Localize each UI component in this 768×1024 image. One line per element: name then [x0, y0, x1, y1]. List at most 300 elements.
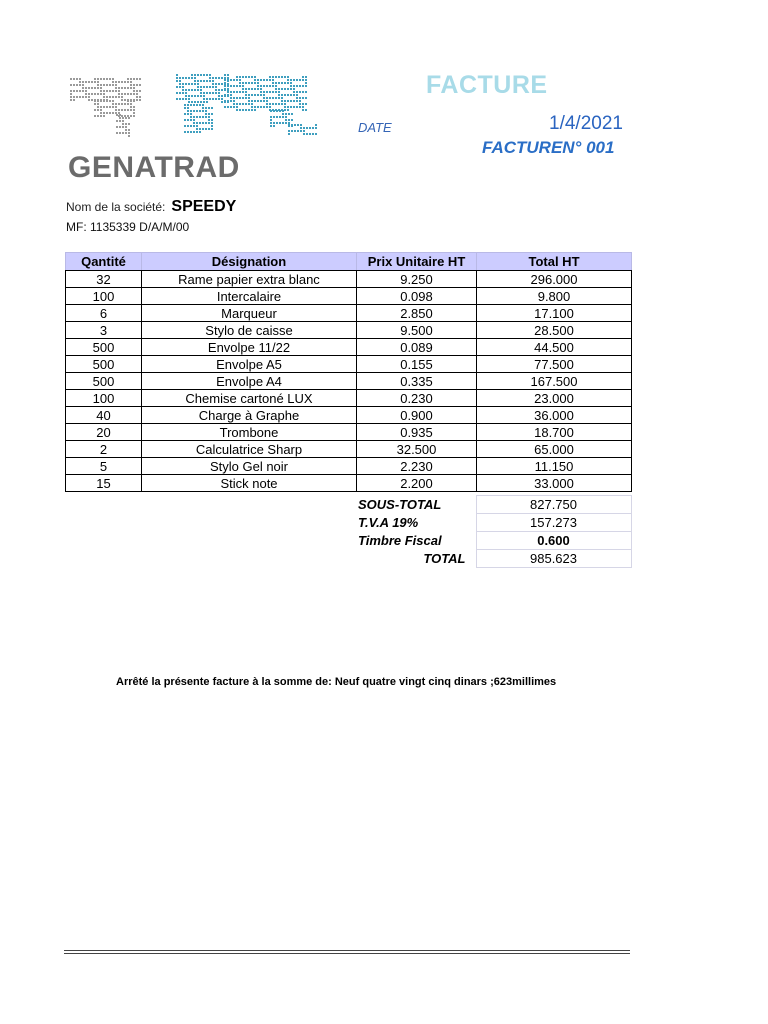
map-dot — [263, 94, 265, 96]
map-dot — [309, 127, 311, 129]
map-dot — [242, 88, 244, 90]
document-title: FACTURE — [426, 71, 548, 99]
map-dot — [115, 81, 117, 83]
map-dot — [97, 87, 99, 89]
map-dot — [197, 89, 199, 91]
map-dot — [176, 86, 178, 88]
map-dot — [293, 79, 295, 81]
map-dot — [291, 130, 293, 132]
map-dot — [79, 84, 81, 86]
map-dot — [70, 90, 72, 92]
map-dot — [193, 122, 195, 124]
map-dot — [224, 100, 226, 102]
map-dot — [73, 96, 75, 98]
map-dot — [125, 132, 127, 134]
table-row — [66, 305, 632, 322]
map-dot — [266, 85, 268, 87]
map-dot — [91, 99, 93, 101]
cell-total: 11.150 — [477, 458, 632, 475]
map-dot — [106, 90, 108, 92]
cell-designation: Envolpe 11/22 — [142, 339, 357, 356]
map-dot — [266, 106, 268, 108]
cell-unit-price: 9.250 — [357, 271, 477, 288]
map-dot — [182, 98, 184, 100]
map-dot — [100, 112, 102, 114]
map-dot — [190, 125, 192, 127]
map-dot — [263, 100, 265, 102]
map-dot — [182, 77, 184, 79]
map-dot — [127, 81, 129, 83]
table-row — [66, 288, 632, 305]
map-dot — [230, 97, 232, 99]
map-dot — [115, 112, 117, 114]
map-dot — [199, 131, 201, 133]
map-dot — [209, 74, 211, 76]
map-dot — [112, 96, 114, 98]
total-row — [355, 550, 631, 568]
map-dot — [116, 114, 118, 116]
map-dot — [182, 89, 184, 91]
map-dot — [196, 116, 198, 118]
map-dot — [133, 93, 135, 95]
map-dot — [185, 83, 187, 85]
map-dot — [176, 98, 178, 100]
map-dot — [284, 94, 286, 96]
table-row — [66, 322, 632, 339]
map-dot — [221, 98, 223, 100]
cell-quantity: 3 — [66, 322, 142, 339]
map-dot — [94, 115, 96, 117]
tva-value: 157.273 — [476, 514, 631, 532]
map-dot — [118, 103, 120, 105]
table-header-row — [66, 253, 632, 271]
map-dot — [121, 96, 123, 98]
table-row — [66, 271, 632, 288]
stamp-label: Timbre Fiscal — [358, 532, 442, 548]
map-dot — [302, 109, 304, 111]
map-dot — [73, 78, 75, 80]
map-dot — [136, 93, 138, 95]
map-dot — [257, 88, 259, 90]
map-dot — [112, 84, 114, 86]
map-dot — [199, 122, 201, 124]
map-dot — [97, 103, 99, 105]
map-dot — [215, 83, 217, 85]
cell-total: 28.500 — [477, 322, 632, 339]
map-dot — [245, 91, 247, 93]
map-dot — [293, 91, 295, 93]
map-dot — [100, 84, 102, 86]
map-dot — [281, 100, 283, 102]
map-dot — [251, 100, 253, 102]
cell-total: 65.000 — [477, 441, 632, 458]
map-dot — [128, 117, 130, 119]
map-dot — [242, 97, 244, 99]
cell-designation: Intercalaire — [142, 288, 357, 305]
map-dot — [91, 81, 93, 83]
map-dot — [279, 122, 281, 124]
map-dot — [94, 87, 96, 89]
map-dot — [260, 88, 262, 90]
map-dot — [278, 94, 280, 96]
map-dot — [127, 87, 129, 89]
map-dot — [266, 91, 268, 93]
map-dot — [300, 130, 302, 132]
map-dot — [203, 98, 205, 100]
map-dot — [88, 87, 90, 89]
map-dot — [227, 106, 229, 108]
map-dot — [285, 113, 287, 115]
cell-designation: Stylo Gel noir — [142, 458, 357, 475]
cell-unit-price: 0.335 — [357, 373, 477, 390]
cell-quantity: 15 — [66, 475, 142, 492]
map-dot — [188, 98, 190, 100]
map-dot — [224, 74, 226, 76]
map-dot — [188, 95, 190, 97]
map-dot — [179, 80, 181, 82]
cell-unit-price: 2.850 — [357, 305, 477, 322]
map-dot — [184, 131, 186, 133]
map-dot — [191, 101, 193, 103]
map-dot — [109, 106, 111, 108]
map-dot — [116, 126, 118, 128]
map-dot — [242, 85, 244, 87]
map-dot — [205, 110, 207, 112]
cell-total: 17.100 — [477, 305, 632, 322]
table-row — [66, 390, 632, 407]
map-dot — [224, 85, 226, 87]
company-label: Nom de la société: — [66, 200, 166, 214]
map-dot — [124, 87, 126, 89]
tax-id-line: MF: 1135339 D/A/M/00 — [66, 220, 190, 234]
map-dot — [309, 133, 311, 135]
map-dot — [115, 109, 117, 111]
map-dot — [88, 99, 90, 101]
map-dot — [299, 79, 301, 81]
map-dot — [272, 76, 274, 78]
map-dot — [203, 80, 205, 82]
map-dot — [199, 110, 201, 112]
map-dot — [191, 89, 193, 91]
map-dot — [305, 76, 307, 78]
table-row — [66, 373, 632, 390]
map-dot — [197, 95, 199, 97]
map-dot — [272, 91, 274, 93]
map-dot — [260, 91, 262, 93]
cell-unit-price: 0.935 — [357, 424, 477, 441]
map-dot — [287, 88, 289, 90]
map-dot — [251, 103, 253, 105]
map-dot — [188, 101, 190, 103]
map-dot — [196, 110, 198, 112]
map-dot — [236, 79, 238, 81]
map-dot — [187, 119, 189, 121]
map-dot — [70, 99, 72, 101]
map-dot — [302, 85, 304, 87]
map-dot — [251, 94, 253, 96]
map-dot — [284, 76, 286, 78]
map-dot — [212, 86, 214, 88]
total-label: TOTAL — [423, 550, 466, 566]
map-dot — [290, 100, 292, 102]
map-dot — [133, 100, 135, 102]
map-dot — [205, 116, 207, 118]
map-dot — [130, 100, 132, 102]
map-dot — [287, 109, 289, 111]
map-dot — [103, 106, 105, 108]
map-dot — [193, 125, 195, 127]
map-dot — [278, 76, 280, 78]
map-dot — [130, 78, 132, 80]
map-dot — [215, 89, 217, 91]
map-dot — [293, 106, 295, 108]
map-dot — [254, 82, 256, 84]
map-dot — [208, 128, 210, 130]
map-dot — [290, 82, 292, 84]
map-dot — [233, 103, 235, 105]
map-dot — [269, 106, 271, 108]
map-dot — [270, 125, 272, 127]
map-dot — [221, 77, 223, 79]
cell-designation: Envolpe A4 — [142, 373, 357, 390]
map-dot — [305, 91, 307, 93]
map-dot — [118, 93, 120, 95]
footer-line — [64, 953, 630, 954]
map-dot — [118, 109, 120, 111]
map-dot — [109, 90, 111, 92]
map-dot — [127, 109, 129, 111]
tva-label: T.V.A 19% — [358, 514, 419, 530]
map-dot — [302, 103, 304, 105]
map-dot — [185, 89, 187, 91]
map-dot — [239, 109, 241, 111]
map-dot — [97, 106, 99, 108]
map-dot — [299, 100, 301, 102]
map-dot — [121, 103, 123, 105]
map-dot — [254, 76, 256, 78]
map-dot — [290, 88, 292, 90]
map-dot — [315, 127, 317, 129]
client-company — [66, 198, 236, 216]
map-dot — [254, 79, 256, 81]
map-dot — [305, 79, 307, 81]
map-dot — [263, 79, 265, 81]
map-dot — [97, 84, 99, 86]
map-dot — [245, 82, 247, 84]
map-dot — [94, 109, 96, 111]
company-name: SPEEDY — [171, 198, 237, 215]
map-dot — [276, 122, 278, 124]
map-dot — [260, 106, 262, 108]
map-dot — [106, 78, 108, 80]
map-dot — [206, 86, 208, 88]
map-dot — [299, 85, 301, 87]
map-dot — [115, 84, 117, 86]
map-dot — [133, 115, 135, 117]
map-dot — [296, 85, 298, 87]
map-dot — [236, 85, 238, 87]
map-dot — [288, 122, 290, 124]
cell-total: 9.800 — [477, 288, 632, 305]
map-dot — [272, 79, 274, 81]
map-dot — [211, 122, 213, 124]
map-dot — [239, 97, 241, 99]
map-dot — [230, 91, 232, 93]
map-dot — [202, 110, 204, 112]
map-dot — [275, 91, 277, 93]
map-dot — [118, 90, 120, 92]
map-dot — [118, 112, 120, 114]
map-dot — [221, 83, 223, 85]
map-dot — [236, 91, 238, 93]
cell-quantity: 2 — [66, 441, 142, 458]
map-dot — [100, 106, 102, 108]
map-dot — [70, 96, 72, 98]
cell-designation: Envolpe A5 — [142, 356, 357, 373]
map-dot — [124, 93, 126, 95]
map-dot — [119, 117, 121, 119]
map-dot — [70, 93, 72, 95]
map-dot — [281, 88, 283, 90]
map-dot — [203, 95, 205, 97]
map-dot — [124, 81, 126, 83]
map-dot — [139, 96, 141, 98]
map-dot — [306, 127, 308, 129]
map-dot — [202, 116, 204, 118]
map-dot — [278, 103, 280, 105]
map-dot — [205, 113, 207, 115]
map-dot — [103, 93, 105, 95]
map-dot — [128, 123, 130, 125]
cell-quantity: 32 — [66, 271, 142, 288]
map-dot — [187, 110, 189, 112]
map-dot — [133, 87, 135, 89]
map-dot — [202, 104, 204, 106]
table-row — [66, 424, 632, 441]
map-dot — [125, 126, 127, 128]
map-dot — [215, 98, 217, 100]
map-dot — [103, 90, 105, 92]
map-dot — [118, 87, 120, 89]
table-row — [66, 356, 632, 373]
map-dot — [130, 106, 132, 108]
map-dot — [284, 103, 286, 105]
map-dot — [196, 122, 198, 124]
invoice-number: FACTUREN° 001 — [482, 138, 615, 157]
map-dot — [305, 85, 307, 87]
map-dot — [194, 101, 196, 103]
map-dot — [302, 79, 304, 81]
map-dot — [121, 109, 123, 111]
map-dot — [184, 119, 186, 121]
map-dot — [125, 117, 127, 119]
map-dot — [193, 131, 195, 133]
map-dot — [296, 91, 298, 93]
map-dot — [233, 97, 235, 99]
map-dot — [70, 84, 72, 86]
map-dot — [275, 82, 277, 84]
map-dot — [272, 103, 274, 105]
cell-unit-price: 0.900 — [357, 407, 477, 424]
map-dot — [106, 84, 108, 86]
map-dot — [224, 77, 226, 79]
map-dot — [296, 106, 298, 108]
map-dot — [284, 100, 286, 102]
map-dot — [254, 106, 256, 108]
cell-unit-price: 0.089 — [357, 339, 477, 356]
column-header-total: Total HT — [477, 253, 632, 271]
map-dot — [227, 85, 229, 87]
map-dot — [273, 122, 275, 124]
map-dot — [85, 81, 87, 83]
map-dot — [184, 107, 186, 109]
map-dot — [215, 77, 217, 79]
map-dot — [263, 91, 265, 93]
map-dot — [302, 106, 304, 108]
map-dot — [176, 77, 178, 79]
map-dot — [79, 81, 81, 83]
map-dot — [202, 122, 204, 124]
map-dot — [260, 79, 262, 81]
map-dot — [287, 100, 289, 102]
map-dot — [303, 130, 305, 132]
map-dot — [218, 77, 220, 79]
map-dot — [124, 99, 126, 101]
map-dot — [251, 88, 253, 90]
map-dot — [221, 95, 223, 97]
map-dot — [227, 100, 229, 102]
map-dot — [260, 94, 262, 96]
map-dot — [130, 115, 132, 117]
map-dot — [109, 96, 111, 98]
map-dot — [200, 95, 202, 97]
map-dot — [115, 87, 117, 89]
map-dot — [285, 119, 287, 121]
map-dot — [230, 106, 232, 108]
map-dot — [275, 97, 277, 99]
map-dot — [254, 88, 256, 90]
map-dot — [218, 98, 220, 100]
map-dot — [254, 100, 256, 102]
map-dot — [287, 82, 289, 84]
map-dot — [190, 116, 192, 118]
map-dot — [203, 86, 205, 88]
map-dot — [124, 109, 126, 111]
amount-in-words: Arrêté la présente facture à la somme de: Neuf quatre vingt cinq dinars ;623millimes — [116, 676, 557, 688]
map-dot — [190, 119, 192, 121]
map-dot — [299, 106, 301, 108]
map-dot — [193, 116, 195, 118]
map-dot — [215, 92, 217, 94]
map-dot — [109, 112, 111, 114]
map-dot — [242, 82, 244, 84]
map-dot — [230, 100, 232, 102]
map-dot — [233, 106, 235, 108]
map-dot — [97, 81, 99, 83]
map-dot — [122, 117, 124, 119]
map-dot — [136, 96, 138, 98]
map-dot — [106, 106, 108, 108]
map-dot — [121, 81, 123, 83]
map-dot — [239, 82, 241, 84]
map-dot — [227, 83, 229, 85]
company-logo — [64, 70, 329, 185]
map-dot — [127, 93, 129, 95]
map-dot — [296, 100, 298, 102]
date-label: DATE — [358, 120, 392, 135]
map-dot — [100, 109, 102, 111]
cell-unit-price: 2.200 — [357, 475, 477, 492]
